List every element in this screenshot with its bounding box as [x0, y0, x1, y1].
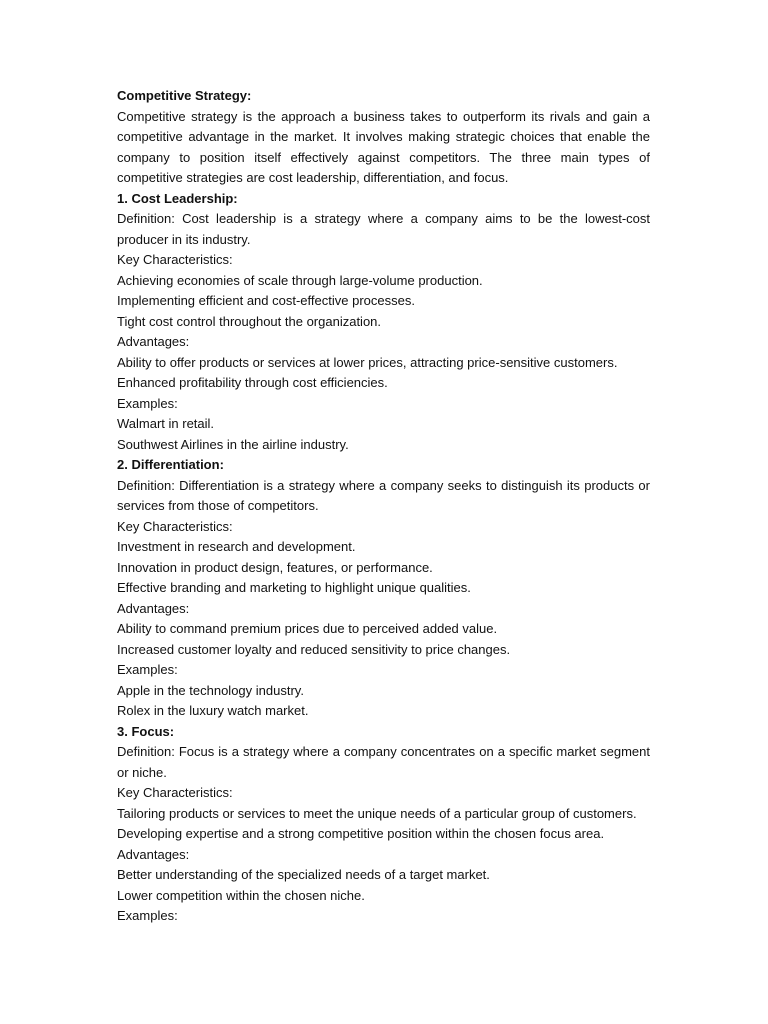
examples-label: Examples:	[117, 908, 178, 923]
list-item: Better understanding of the specialized needs of a target market.	[117, 867, 490, 882]
list-item: Rolex in the luxury watch market.	[117, 703, 309, 718]
list-item: Achieving economies of scale through large-volume production.	[117, 272, 483, 288]
section-heading-focus: 3. Focus:	[117, 723, 175, 739]
list-item: Apple in the technology industry.	[117, 682, 304, 698]
list-item: Developing expertise and a strong competitive position within the chosen focus area.	[117, 826, 605, 841]
key-characteristics-label: Key Characteristics:	[117, 252, 233, 267]
list-item: Innovation in product design, features, or performance.	[117, 559, 433, 575]
section-definition: Definition: Focus is a strategy where a company concentrates on a specific market segment or niche.	[117, 744, 650, 780]
examples-label: Examples:	[117, 662, 178, 677]
advantages-label: Advantages:	[117, 334, 190, 349]
advantages-label: Advantages:	[117, 600, 190, 616]
list-item: Lower competition within the chosen niche.	[117, 887, 365, 903]
list-item: Investment in research and development.	[117, 539, 356, 554]
section-heading-cost-leadership: 1. Cost Leadership:	[117, 190, 238, 206]
list-item: Increased customer loyalty and reduced sensitivity to price changes.	[117, 641, 511, 657]
list-item: Implementing efficient and cost-effective processes.	[117, 293, 415, 308]
list-item: Enhanced profitability through cost efficiencies.	[117, 375, 388, 390]
document-page	[117, 86, 650, 927]
list-item: Effective branding and marketing to highlight unique qualities.	[117, 580, 471, 595]
document-title: Competitive Strategy:	[117, 88, 252, 103]
list-item: Tailoring products or services to meet the unique needs of a particular group of customers.	[117, 805, 637, 821]
section-heading-differentiation: 2. Differentiation:	[117, 457, 224, 472]
list-item: Southwest Airlines in the airline industry.	[117, 436, 349, 452]
list-item: Walmart in retail.	[117, 416, 215, 431]
list-item: Tight cost control throughout the organization.	[117, 313, 382, 329]
examples-label: Examples:	[117, 395, 178, 411]
section-definition: Definition: Differentiation is a strategy where a company seeks to distinguish its products or services from those of competitors.	[117, 477, 650, 513]
section-definition: Definition: Cost leadership is a strategy where a company aims to be the lowest-cost producer in its industry.	[117, 211, 650, 247]
key-characteristics-label: Key Characteristics:	[117, 785, 233, 800]
list-item: Ability to offer products or services at lower prices, attracting price-sensitive customers.	[117, 354, 618, 370]
list-item: Ability to command premium prices due to perceived added value.	[117, 621, 498, 636]
intro-paragraph: Competitive strategy is the approach a business takes to outperform its rivals and gain a competitive advantage in the market. It involves making strategic choices that enable the company to position itself effectively against competitors. The three main types of competitive strategies are cost leadership, differentiation, and focus.	[117, 108, 650, 185]
key-characteristics-label: Key Characteristics:	[117, 518, 233, 534]
advantages-label: Advantages:	[117, 846, 190, 862]
